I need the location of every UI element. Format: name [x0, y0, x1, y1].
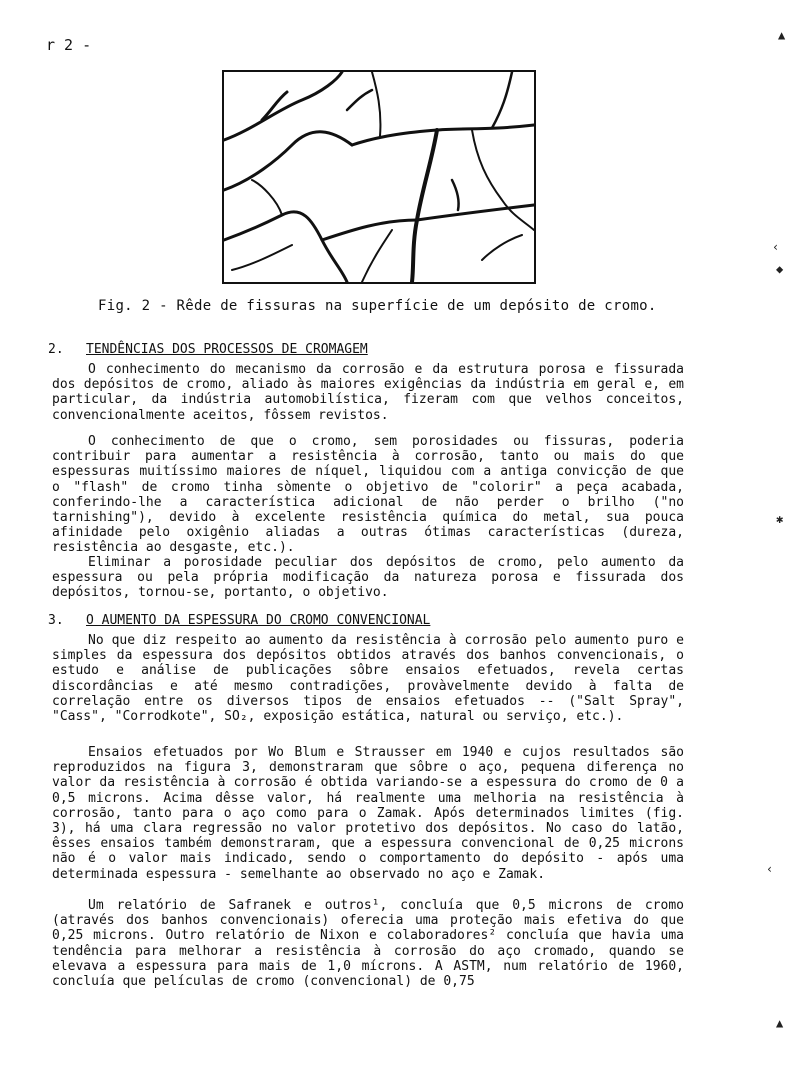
paragraph: Um relatório de Safranek e outros¹, concluía que 0,5 microns de cromo (através dos banhos convencionais) oferecia uma proteção mais efetiva do que 0,25 microns. Outro relatório de Nixon e colaboradores² concluía que havia uma tendência para melhorar a resistência à corrosão do aço cromado, quando se elevava a espessura para mais de 1,0 mícrons. A ASTM, num relatório de 1960, concluía que películas de cromo (convencional) de 0,75 [52, 898, 684, 990]
section-number: 3. [48, 613, 64, 628]
scan-mark: ‹ [766, 862, 774, 876]
scan-mark: ▲ [776, 1016, 784, 1030]
paragraph: Eliminar a porosidade peculiar dos depósitos de cromo, pelo aumento da espessura ou pela própria modificação da natureza porosa e fissurada dos depósitos, tornou-se, portanto, o objetivo. [52, 555, 684, 601]
paragraph: O conhecimento de que o cromo, sem porosidades ou fissuras, poderia contribuir para aumentar a resistência à corrosão, tanto ou mais do que espessuras muitíssimo maiores de níquel, liquidou com a antiga convicção de que o "flash" de cromo tinha sòmente o objetivo de "colorir" a peça acabada, conferindo-lhe a característica adicional de não perder o brilho ("no tarnishing"), devido à excelente resistência química do metal, sua pouca afinidade pelo oxigênio aliadas a outras ótimas características (dureza, resistência ao desgaste, etc.). [52, 434, 684, 556]
section-heading [48, 613, 430, 628]
paragraph: Ensaios efetuados por Wo Blum e Strausser em 1940 e cujos resultados são reproduzidos na figura 3, demonstraram que sôbre o aço, pequena diferença no valor da resistência à corrosão é obtida variando-se a espessura do cromo de 0 a 0,5 microns. Acima dêsse valor, há realmente uma melhoria na resistência à corrosão, tanto para o aço como para o Zamak. Após determinados limites (fig. 3), há uma clara regressão no valor protetivo dos depósitos. No caso do latão, êsses ensaios também demonstraram, que a espessura convencional de 0,25 microns não é o valor mais indicado, sendo o comportamento do depósito - após uma determinada espessura - semelhante ao observado no aço e Zamak. [52, 745, 684, 882]
figure-caption: Fig. 2 - Rêde de fissuras na superfície de um depósito de cromo. [98, 298, 657, 314]
crack-network-figure [222, 70, 536, 284]
section-heading [48, 342, 368, 357]
page-number: r 2 - [46, 36, 92, 54]
crack-network-drawing [222, 70, 536, 284]
section-number: 2. [48, 342, 64, 357]
section-title: O AUMENTO DA ESPESSURA DO CROMO CONVENCIONAL [86, 613, 431, 628]
paragraph: No que diz respeito ao aumento da resistência à corrosão pelo aumento puro e simples da espessura dos depósitos obtidos através dos banhos convencionais, o estudo e análise de publicações sôbre ensaios efetuados, revela certas discordâncias e até mesmo contradições, provàvelmente devido à falta de correlação entre os diversos tipos de ensaios efetuados -- ("Salt Spray", "Cass", "Corrodkote", SO₂, exposição estática, natural ou serviço, etc.). [52, 633, 684, 725]
scan-mark: ▲ [778, 28, 786, 42]
scan-mark: ✱ [776, 512, 784, 526]
paragraph: O conhecimento do mecanismo da corrosão e da estrutura porosa e fissurada dos depósitos de cromo, aliado às maiores exigências da indústria em geral e, em particular, da indústria automobilística, fizeram com que velhos conceitos, convencionalmente aceitos, fôssem revistos. [52, 362, 684, 423]
scan-mark: ◆ [776, 262, 784, 276]
section-title: TENDÊNCIAS DOS PROCESSOS DE CROMAGEM [86, 342, 368, 357]
scan-mark: ‹ [772, 240, 780, 254]
